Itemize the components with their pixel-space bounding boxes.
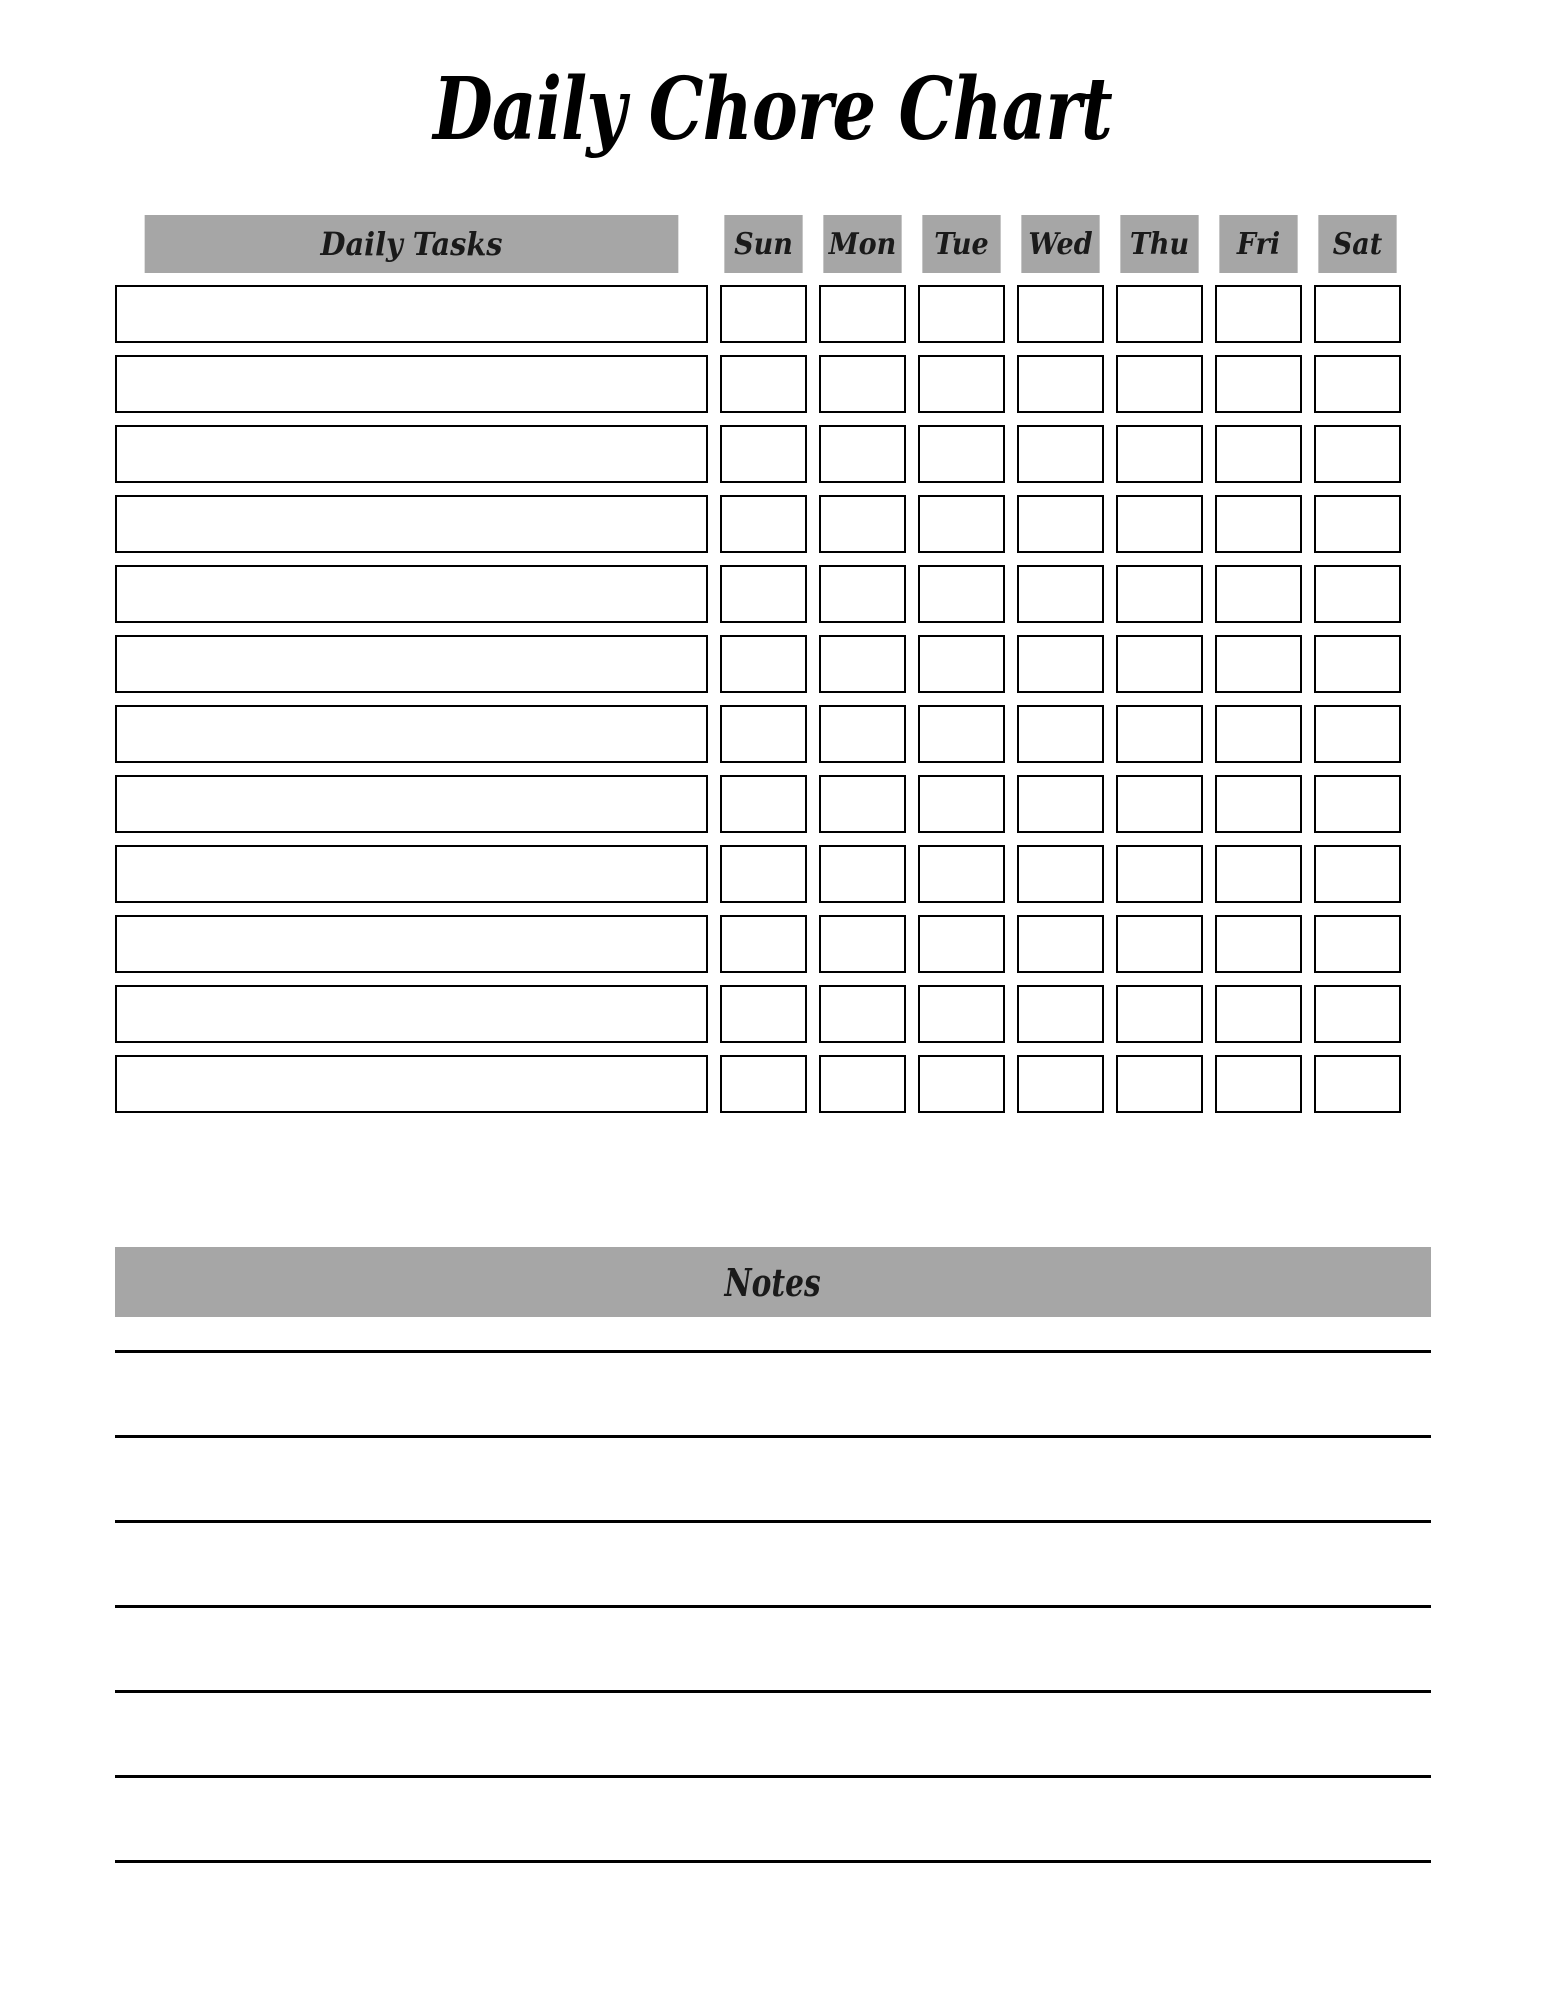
checkbox-cell-tue[interactable] bbox=[918, 495, 1005, 553]
checkbox-cell-thu[interactable] bbox=[1116, 775, 1203, 833]
checkbox-cell-sat[interactable] bbox=[1314, 705, 1401, 763]
checkbox-cell-wed[interactable] bbox=[1017, 985, 1104, 1043]
checkbox-cell-mon[interactable] bbox=[819, 635, 906, 693]
checkbox-cell-sun[interactable] bbox=[720, 285, 807, 343]
notes-line[interactable] bbox=[115, 1435, 1431, 1438]
table-row bbox=[115, 985, 1431, 1043]
checkbox-cell-sun[interactable] bbox=[720, 635, 807, 693]
table-row bbox=[115, 775, 1431, 833]
checkbox-cell-fri[interactable] bbox=[1215, 1055, 1302, 1113]
notes-line[interactable] bbox=[115, 1775, 1431, 1778]
checkbox-cell-tue[interactable] bbox=[918, 285, 1005, 343]
checkbox-cell-wed[interactable] bbox=[1017, 285, 1104, 343]
checkbox-cell-sun[interactable] bbox=[720, 1055, 807, 1113]
task-rows-container bbox=[115, 285, 1431, 1113]
checkbox-cell-fri[interactable] bbox=[1215, 775, 1302, 833]
checkbox-cell-sat[interactable] bbox=[1314, 845, 1401, 903]
task-name-field[interactable] bbox=[115, 355, 708, 413]
checkbox-cell-mon[interactable] bbox=[819, 355, 906, 413]
checkbox-cell-sat[interactable] bbox=[1314, 985, 1401, 1043]
table-row bbox=[115, 285, 1431, 343]
table-row bbox=[115, 705, 1431, 763]
column-header-tue: Tue bbox=[922, 215, 1000, 273]
checkbox-cell-fri[interactable] bbox=[1215, 495, 1302, 553]
page-title: Daily Chore Chart bbox=[433, 59, 1112, 160]
table-row bbox=[115, 915, 1431, 973]
checkbox-cell-sun[interactable] bbox=[720, 985, 807, 1043]
notes-section-header bbox=[115, 1247, 1431, 1317]
table-row bbox=[115, 425, 1431, 483]
checkbox-cell-wed[interactable] bbox=[1017, 635, 1104, 693]
checkbox-cell-mon[interactable] bbox=[819, 1055, 906, 1113]
checkbox-cell-fri[interactable] bbox=[1215, 425, 1302, 483]
checkbox-cell-sun[interactable] bbox=[720, 845, 807, 903]
checkbox-cell-sun[interactable] bbox=[720, 565, 807, 623]
checkbox-cell-sat[interactable] bbox=[1314, 355, 1401, 413]
notes-line[interactable] bbox=[115, 1350, 1431, 1353]
table-row bbox=[115, 845, 1431, 903]
checkbox-cell-tue[interactable] bbox=[918, 355, 1005, 413]
task-name-field[interactable] bbox=[115, 495, 708, 553]
checkbox-cell-thu[interactable] bbox=[1116, 705, 1203, 763]
checkbox-cell-mon[interactable] bbox=[819, 425, 906, 483]
checkbox-cell-thu[interactable] bbox=[1116, 845, 1203, 903]
table-row bbox=[115, 355, 1431, 413]
checkbox-cell-mon[interactable] bbox=[819, 705, 906, 763]
table-header-row bbox=[115, 215, 1431, 273]
column-header-sat: Sat bbox=[1318, 215, 1396, 273]
checkbox-cell-thu[interactable] bbox=[1116, 635, 1203, 693]
column-header-daily-tasks: Daily Tasks bbox=[145, 215, 679, 273]
checkbox-cell-sat[interactable] bbox=[1314, 285, 1401, 343]
column-header-wed: Wed bbox=[1021, 215, 1099, 273]
notes-line[interactable] bbox=[115, 1860, 1431, 1863]
checkbox-cell-sun[interactable] bbox=[720, 425, 807, 483]
checkbox-cell-wed[interactable] bbox=[1017, 565, 1104, 623]
checkbox-cell-sat[interactable] bbox=[1314, 915, 1401, 973]
checkbox-cell-tue[interactable] bbox=[918, 845, 1005, 903]
checkbox-cell-mon[interactable] bbox=[819, 565, 906, 623]
checkbox-cell-tue[interactable] bbox=[918, 915, 1005, 973]
checkbox-cell-fri[interactable] bbox=[1215, 845, 1302, 903]
checkbox-cell-fri[interactable] bbox=[1215, 635, 1302, 693]
column-header-mon: Mon bbox=[823, 215, 901, 273]
checkbox-cell-sun[interactable] bbox=[720, 915, 807, 973]
notes-lines-container bbox=[115, 1350, 1431, 1863]
checkbox-cell-wed[interactable] bbox=[1017, 775, 1104, 833]
checkbox-cell-wed[interactable] bbox=[1017, 915, 1104, 973]
checkbox-cell-tue[interactable] bbox=[918, 775, 1005, 833]
chore-chart-table bbox=[115, 215, 1431, 1125]
checkbox-cell-wed[interactable] bbox=[1017, 705, 1104, 763]
table-row bbox=[115, 1055, 1431, 1113]
checkbox-cell-tue[interactable] bbox=[918, 1055, 1005, 1113]
task-name-field[interactable] bbox=[115, 915, 708, 973]
checkbox-cell-mon[interactable] bbox=[819, 845, 906, 903]
table-row bbox=[115, 635, 1431, 693]
checkbox-cell-thu[interactable] bbox=[1116, 1055, 1203, 1113]
checkbox-cell-tue[interactable] bbox=[918, 705, 1005, 763]
checkbox-cell-tue[interactable] bbox=[918, 425, 1005, 483]
checkbox-cell-thu[interactable] bbox=[1116, 285, 1203, 343]
task-name-field[interactable] bbox=[115, 705, 708, 763]
checkbox-cell-sat[interactable] bbox=[1314, 495, 1401, 553]
table-row bbox=[115, 495, 1431, 553]
notes-line[interactable] bbox=[115, 1520, 1431, 1523]
checkbox-cell-fri[interactable] bbox=[1215, 285, 1302, 343]
task-name-field[interactable] bbox=[115, 845, 708, 903]
notes-line[interactable] bbox=[115, 1605, 1431, 1608]
task-name-field[interactable] bbox=[115, 565, 708, 623]
task-name-field[interactable] bbox=[115, 285, 708, 343]
checkbox-cell-sat[interactable] bbox=[1314, 775, 1401, 833]
column-header-thu: Thu bbox=[1120, 215, 1198, 273]
checkbox-cell-mon[interactable] bbox=[819, 285, 906, 343]
checkbox-cell-wed[interactable] bbox=[1017, 425, 1104, 483]
table-row bbox=[115, 565, 1431, 623]
task-name-field[interactable] bbox=[115, 1055, 708, 1113]
checkbox-cell-sun[interactable] bbox=[720, 355, 807, 413]
checkbox-cell-fri[interactable] bbox=[1215, 355, 1302, 413]
checkbox-cell-wed[interactable] bbox=[1017, 495, 1104, 553]
checkbox-cell-fri[interactable] bbox=[1215, 705, 1302, 763]
checkbox-cell-thu[interactable] bbox=[1116, 985, 1203, 1043]
checkbox-cell-thu[interactable] bbox=[1116, 915, 1203, 973]
checkbox-cell-thu[interactable] bbox=[1116, 495, 1203, 553]
task-name-field[interactable] bbox=[115, 775, 708, 833]
checkbox-cell-wed[interactable] bbox=[1017, 355, 1104, 413]
checkbox-cell-sun[interactable] bbox=[720, 495, 807, 553]
checkbox-cell-thu[interactable] bbox=[1116, 425, 1203, 483]
notes-line[interactable] bbox=[115, 1690, 1431, 1693]
checkbox-cell-mon[interactable] bbox=[819, 985, 906, 1043]
checkbox-cell-tue[interactable] bbox=[918, 985, 1005, 1043]
checkbox-cell-tue[interactable] bbox=[918, 635, 1005, 693]
checkbox-cell-thu[interactable] bbox=[1116, 355, 1203, 413]
column-header-fri: Fri bbox=[1219, 215, 1297, 273]
checkbox-cell-fri[interactable] bbox=[1215, 985, 1302, 1043]
checkbox-cell-fri[interactable] bbox=[1215, 915, 1302, 973]
checkbox-cell-sat[interactable] bbox=[1314, 565, 1401, 623]
column-header-sun: Sun bbox=[724, 215, 802, 273]
checkbox-cell-sat[interactable] bbox=[1314, 635, 1401, 693]
task-name-field[interactable] bbox=[115, 425, 708, 483]
task-name-field[interactable] bbox=[115, 635, 708, 693]
checkbox-cell-mon[interactable] bbox=[819, 495, 906, 553]
task-name-field[interactable] bbox=[115, 985, 708, 1043]
checkbox-cell-sat[interactable] bbox=[1314, 1055, 1401, 1113]
checkbox-cell-sun[interactable] bbox=[720, 775, 807, 833]
checkbox-cell-mon[interactable] bbox=[819, 915, 906, 973]
notes-header-label: Notes bbox=[724, 1259, 822, 1305]
checkbox-cell-wed[interactable] bbox=[1017, 1055, 1104, 1113]
checkbox-cell-thu[interactable] bbox=[1116, 565, 1203, 623]
checkbox-cell-sun[interactable] bbox=[720, 705, 807, 763]
checkbox-cell-wed[interactable] bbox=[1017, 845, 1104, 903]
checkbox-cell-sat[interactable] bbox=[1314, 425, 1401, 483]
checkbox-cell-tue[interactable] bbox=[918, 565, 1005, 623]
checkbox-cell-fri[interactable] bbox=[1215, 565, 1302, 623]
checkbox-cell-mon[interactable] bbox=[819, 775, 906, 833]
